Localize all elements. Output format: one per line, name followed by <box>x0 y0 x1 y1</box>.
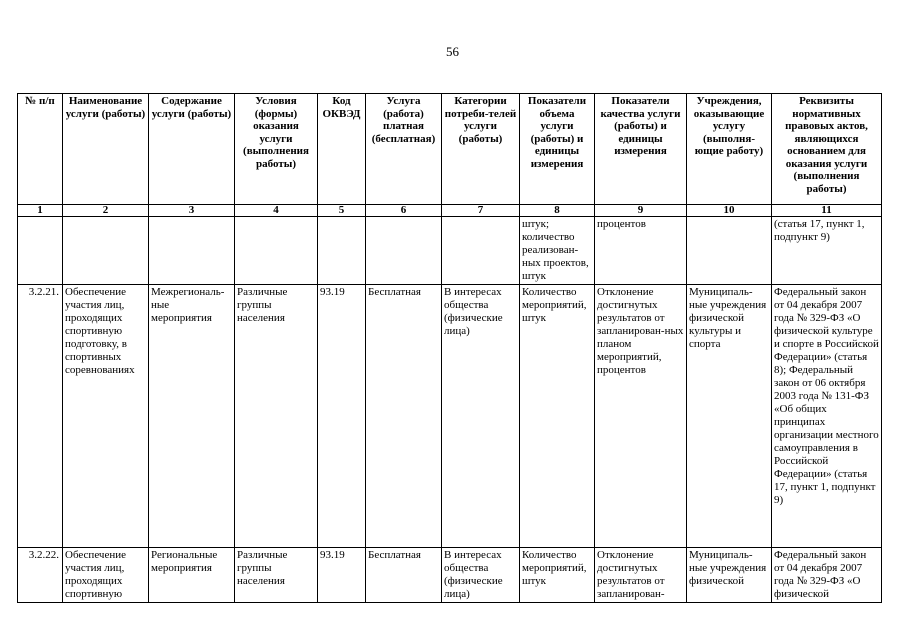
column-number: 3 <box>149 205 235 217</box>
table-cell: (статья 17, пункт 1, подпункт 9) <box>772 217 882 285</box>
page-number: 56 <box>446 44 459 59</box>
header-cell: Код ОКВЭД <box>318 94 366 205</box>
volume-indicators: Количество мероприятий, штук <box>520 548 595 603</box>
table-cell <box>149 217 235 285</box>
consumer-category: В интересах общества (физические лица) <box>442 285 520 548</box>
legal-acts: Федеральный закон от 04 декабря 2007 года № 329-ФЗ «О физической культуре и спорте в Российской Федерации» (статья 8); Федеральный закон от 06 октября 2003 года № 131-ФЗ «Об общих принципах организации местного самоуправления в Российской Федерации» (статья 17, пункт 1, подпункт 9) <box>772 285 882 548</box>
table-cell <box>18 217 63 285</box>
providing-institutions: Муниципаль-ные учреждения физической культуры и спорта <box>687 285 772 548</box>
column-number: 8 <box>520 205 595 217</box>
service-conditions: Различные группы населения <box>235 548 318 603</box>
column-number: 10 <box>687 205 772 217</box>
header-cell: Наименование услуги (работы) <box>63 94 149 205</box>
column-number: 4 <box>235 205 318 217</box>
paid-status: Бесплатная <box>366 548 442 603</box>
header-cell: Категории потреби-телей услуги (работы) <box>442 94 520 205</box>
table-cell: штук; количество реализован-ных проектов, штук <box>520 217 595 285</box>
service-name: Обеспечение участия лиц, проходящих спортивную подготовку, в спортивных соревнованиях <box>63 285 149 548</box>
table-cell <box>235 217 318 285</box>
table-cell <box>687 217 772 285</box>
table-cell <box>318 217 366 285</box>
services-table <box>17 93 882 603</box>
table-cell <box>442 217 520 285</box>
table-row-continuation <box>18 217 882 285</box>
column-number: 11 <box>772 205 882 217</box>
okved-code: 93.19 <box>318 548 366 603</box>
header-cell: Услуга (работа) платная (бесплатная) <box>366 94 442 205</box>
service-content: Региональные мероприятия <box>149 548 235 603</box>
column-number: 7 <box>442 205 520 217</box>
paid-status: Бесплатная <box>366 285 442 548</box>
column-number: 2 <box>63 205 149 217</box>
service-name: Обеспечение участия лиц, проходящих спортивную <box>63 548 149 603</box>
column-number-row <box>18 205 882 217</box>
header-cell: Показатели качества услуги (работы) и единицы измерения <box>595 94 687 205</box>
service-conditions: Различные группы населения <box>235 285 318 548</box>
service-content: Межрегиональ-ные мероприятия <box>149 285 235 548</box>
quality-indicators: Отклонение достигнутых результатов от запланирован-ных планом мероприятий, процентов <box>595 285 687 548</box>
table-cell <box>366 217 442 285</box>
row-number: 3.2.22. <box>18 548 63 603</box>
header-cell: Содержание услуги (работы) <box>149 94 235 205</box>
header-row <box>18 94 882 205</box>
column-number: 9 <box>595 205 687 217</box>
table-row-3-2-21 <box>18 285 882 548</box>
column-number: 1 <box>18 205 63 217</box>
quality-indicators: Отклонение достигнутых результатов от запланирован- <box>595 548 687 603</box>
table-cell <box>63 217 149 285</box>
header-cell: Учреждения, оказывающие услугу (выполня-ющие работу) <box>687 94 772 205</box>
column-number: 6 <box>366 205 442 217</box>
header-cell: Показатели объема услуги (работы) и единицы измерения <box>520 94 595 205</box>
legal-acts: Федеральный закон от 04 декабря 2007 года № 329-ФЗ «О физической <box>772 548 882 603</box>
header-cell: Условия (формы) оказания услуги (выполнения работы) <box>235 94 318 205</box>
table-row-3-2-22 <box>18 548 882 603</box>
row-number: 3.2.21. <box>18 285 63 548</box>
providing-institutions: Муниципаль-ные учреждения физической <box>687 548 772 603</box>
volume-indicators: Количество мероприятий, штук <box>520 285 595 548</box>
table-cell: процентов <box>595 217 687 285</box>
consumer-category: В интересах общества (физические лица) <box>442 548 520 603</box>
header-cell: № п/п <box>18 94 63 205</box>
header-cell: Реквизиты нормативных правовых актов, являющихся основанием для оказания услуги (выполнения работы) <box>772 94 882 205</box>
column-number: 5 <box>318 205 366 217</box>
okved-code: 93.19 <box>318 285 366 548</box>
